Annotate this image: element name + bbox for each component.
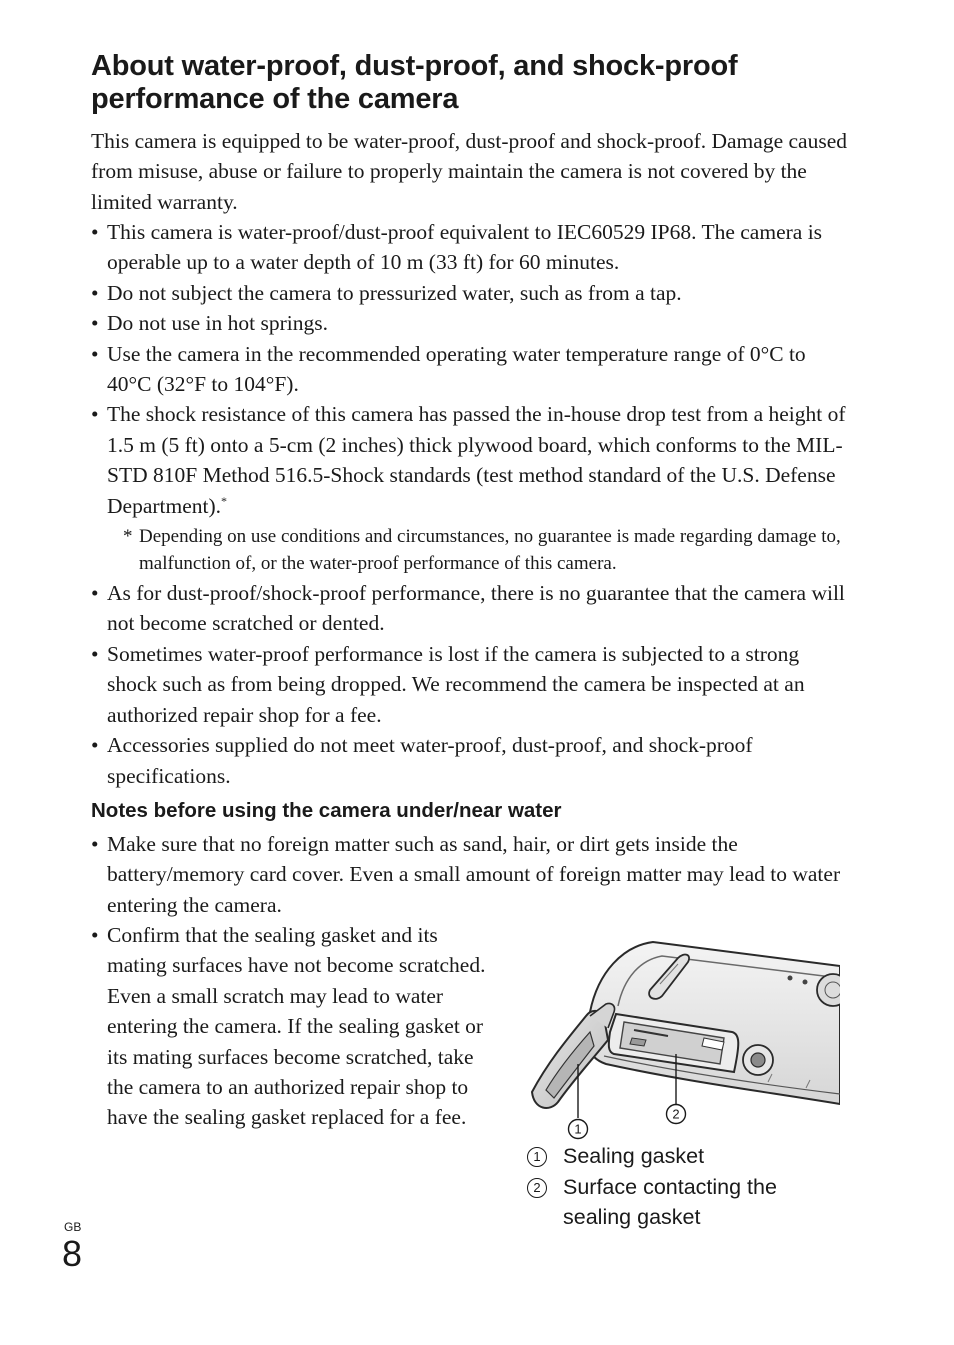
footnote-reference: * xyxy=(221,493,228,508)
notes-list xyxy=(91,829,851,920)
list-item: • Do not use in hot springs. xyxy=(91,308,851,338)
performance-bullet-list xyxy=(91,217,851,791)
page-number: 8 xyxy=(62,1233,83,1274)
figure-captions xyxy=(526,1141,846,1233)
footnote-text: Depending on use conditions and circumstances, no guarantee is made regarding damage to, malfunction of, or the water-proof performance of this camera. xyxy=(139,526,841,575)
region-code: GB xyxy=(64,1220,82,1234)
caption-1-text: Sealing gasket xyxy=(563,1144,705,1168)
callout-1-number: 1 xyxy=(574,1121,582,1137)
footnote-marker: * xyxy=(123,526,133,548)
list-item: • As for dust-proof/shock-proof performance, there is no guarantee that the camera will not become scratched or dented. xyxy=(91,578,851,639)
list-item: • Make sure that no foreign matter such as sand, hair, or dirt gets inside the battery/memory card cover. Even a small amount of foreign matter may lead to water entering the camera. xyxy=(91,829,851,920)
callout-1-marker xyxy=(569,1120,588,1139)
list-item: • Use the camera in the recommended operating water temperature range of 0°C to 40°C (32°F to 104°F). xyxy=(91,339,851,400)
caption-2-marker: 2 xyxy=(527,1178,547,1198)
list-item: • This camera is water-proof/dust-proof equivalent to IEC60529 IP68. The camera is operable up to a water depth of 10 m (33 ft) for 60 minutes. xyxy=(91,217,851,278)
list-item: • The shock resistance of this camera has passed the in-house drop test from a height of 1.5 m (5 ft) onto a 5-cm (2 inches) thick plywood board, which conforms to the MIL-STD 810F Method 516.5-Shock standards (test method standard of the U.S. Defense Department).* * Depending on use conditions and circumstances, no guarantee is made regarding damage to, malfunction of, or the water-proof performance of this camera. xyxy=(91,399,851,577)
section-title: About water-proof, dust-proof, and shock-proof performance of the camera xyxy=(91,50,738,115)
list-item: • Confirm that the sealing gasket and its mating surfaces have not become scratched. Even a small scratch may lead to water entering the camera. If the sealing gasket or its mating surfaces become scratched, take the camera to an authorized repair shop to have the sealing gasket replaced for a fee. xyxy=(91,920,501,1133)
caption-1-marker: 1 xyxy=(527,1147,547,1167)
list-item: • Do not subject the camera to pressurized water, such as from a tap. xyxy=(91,278,851,308)
footnote xyxy=(107,523,851,577)
caption-contact-surface xyxy=(526,1172,846,1233)
camera-gasket-illustration xyxy=(528,932,840,1144)
notes-list-continued xyxy=(91,920,501,1133)
intro-paragraph: This camera is equipped to be water-proof, dust-proof and shock-proof. Damage caused from misuse, abuse or failure to properly maintain the camera is not covered by the limited warranty. xyxy=(91,129,847,214)
notes-heading: Notes before using the camera under/near water xyxy=(91,799,562,822)
caption-sealing-gasket xyxy=(526,1141,846,1172)
list-item: • Sometimes water-proof performance is lost if the camera is subjected to a strong shock such as from being dropped. We recommend the camera be inspected at an authorized repair shop for a fee. xyxy=(91,639,851,730)
list-item: • Accessories supplied do not meet water-proof, dust-proof, and shock-proof specifications. xyxy=(91,730,851,791)
caption-2-text: Surface contacting the sealing gasket xyxy=(563,1174,777,1229)
callout-2-marker xyxy=(667,1105,686,1124)
callout-2-number: 2 xyxy=(672,1106,680,1122)
